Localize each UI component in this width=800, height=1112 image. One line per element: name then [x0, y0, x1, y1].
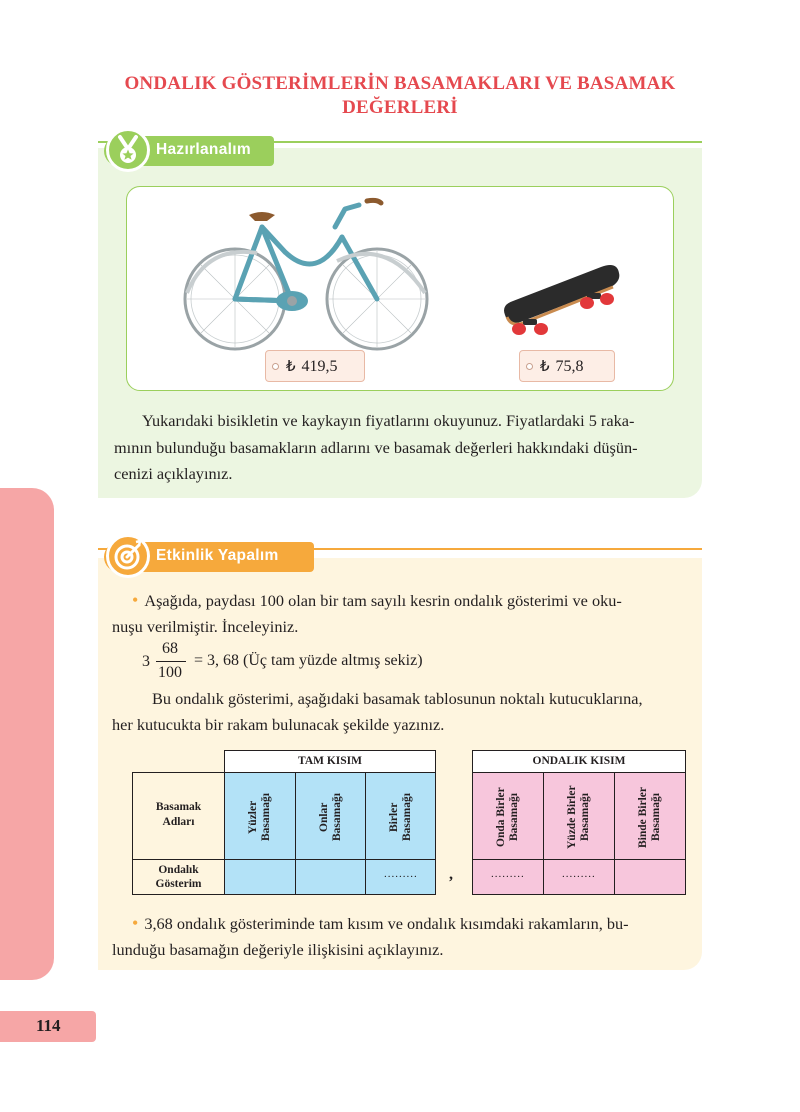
left-margin-strip: [0, 488, 54, 980]
bullet-1-line: Aşağıda, paydası 100 olan bir tam sayılı kesrin ondalık gösterimi ve oku-: [144, 591, 622, 610]
target-icon: [106, 534, 150, 578]
column-label: Basamağı: [508, 793, 520, 841]
title-line-1: ONDALIK GÖSTERİMLERİN BASAMAKLARI VE BASAMAK: [124, 73, 676, 94]
column-label: Onda Birler: [495, 787, 507, 847]
bullet-2: [112, 910, 700, 963]
dotted-placeholder: .........: [384, 868, 418, 880]
column-label: Onlar: [318, 802, 330, 832]
dotted-placeholder: .........: [491, 868, 525, 880]
cell-yuzde-birler[interactable]: [543, 859, 615, 895]
bullet-1-line: nuşu verilmiştir. İnceleyiniz.: [112, 617, 299, 636]
column-onda-birler: [472, 772, 544, 860]
instruction: [112, 686, 700, 738]
cell-onlar[interactable]: [295, 859, 366, 895]
lira-symbol: ₺: [286, 357, 296, 375]
column-label: Binde Birler: [637, 786, 649, 848]
column-label: Yüzler: [247, 800, 259, 834]
fraction-rest: = 3, 68 (Üç tam yüzde altmış sekiz): [194, 652, 423, 669]
bullet-2-line: lunduğu basamağın değeriyle ilişkisini açıklayınız.: [112, 940, 444, 959]
medal-icon: [106, 128, 150, 172]
decimal-comma: ,: [449, 866, 453, 883]
title-line-2: DEĞERLERİ: [342, 97, 458, 118]
bullet-dot: •: [132, 590, 139, 610]
bullet-dot: •: [132, 913, 139, 933]
skateboard-price-tag: [519, 350, 615, 382]
column-label: Basamağı: [579, 793, 591, 841]
row-label-line: Ondalık: [158, 864, 199, 876]
row-label-line: Adları: [162, 816, 195, 828]
column-label: Basamağı: [331, 793, 343, 841]
instruction-line: Bu ondalık gösterimi, aşağıdaki basamak tablosunun noktalı kutucuklarına,: [152, 689, 643, 708]
paragraph-line: Yukarıdaki bisikletin ve kaykayın fiyatlarını okuyunuz. Fiyatlardaki 5 raka-: [142, 411, 635, 430]
cell-yuzler[interactable]: [224, 859, 296, 895]
row-label-place-names: [132, 772, 225, 860]
picture-box: [126, 186, 674, 391]
etkinlik-label: Etkinlik Yapalım: [156, 547, 279, 564]
cell-birler[interactable]: [365, 859, 436, 895]
bicycle-price-tag: [265, 350, 365, 382]
column-binde-birler: [614, 772, 686, 860]
fraction-whole: 3: [142, 653, 150, 670]
hazirlanalim-label: Hazırlanalım: [156, 141, 251, 158]
page-number: 114: [36, 1016, 61, 1035]
paragraph-line: mının bulunduğu basamakların adlarını ve basamak değerleri hakkındaki düşün-: [114, 437, 638, 457]
column-label: Birler: [388, 802, 400, 832]
bicycle-image: [167, 197, 437, 357]
bullet-2-line: 3,68 ondalık gösteriminde tam kısım ve ondalık kısımdaki rakamların, bu-: [144, 914, 629, 933]
instruction-line: her kutucukta bir rakam bulunacak şekilde yazınız.: [112, 715, 445, 734]
cell-onda-birler[interactable]: [472, 859, 544, 895]
bullet-1: [112, 587, 700, 640]
hazirlanalim-paragraph: [114, 408, 700, 488]
column-label: Basamağı: [260, 793, 272, 841]
fraction-numerator: 68: [162, 640, 178, 657]
column-yuzde-birler: [543, 772, 615, 860]
decimal-part-header: ONDALIK KISIM: [472, 750, 686, 773]
row-label-decimal-notation: [132, 859, 225, 895]
page-title: [100, 72, 700, 120]
dotted-placeholder: .........: [562, 868, 596, 880]
cell-binde-birler[interactable]: [614, 859, 686, 895]
column-label: Basamağı: [401, 793, 413, 841]
column-yuzler: [224, 772, 296, 860]
column-birler: [365, 772, 436, 860]
place-value-table: [132, 750, 688, 896]
fraction-expression: [142, 640, 462, 688]
fraction-bar: [156, 661, 186, 662]
column-label: Basamağı: [650, 793, 662, 841]
column-onlar: [295, 772, 366, 860]
tag-hole: [272, 363, 279, 370]
tag-hole: [526, 363, 533, 370]
row-label-line: Gösterim: [155, 878, 202, 890]
fraction-denominator: 100: [158, 664, 182, 681]
integer-part-header: TAM KISIM: [224, 750, 436, 773]
skateboard-price: 75,8: [555, 358, 584, 375]
row-label-line: Basamak: [155, 801, 202, 813]
skateboard-image: [497, 257, 627, 347]
bicycle-price: 419,5: [301, 358, 338, 375]
paragraph-line: cenizi açıklayınız.: [114, 464, 233, 483]
column-label: Yüzde Birler: [566, 785, 578, 849]
lira-symbol: ₺: [540, 357, 550, 375]
